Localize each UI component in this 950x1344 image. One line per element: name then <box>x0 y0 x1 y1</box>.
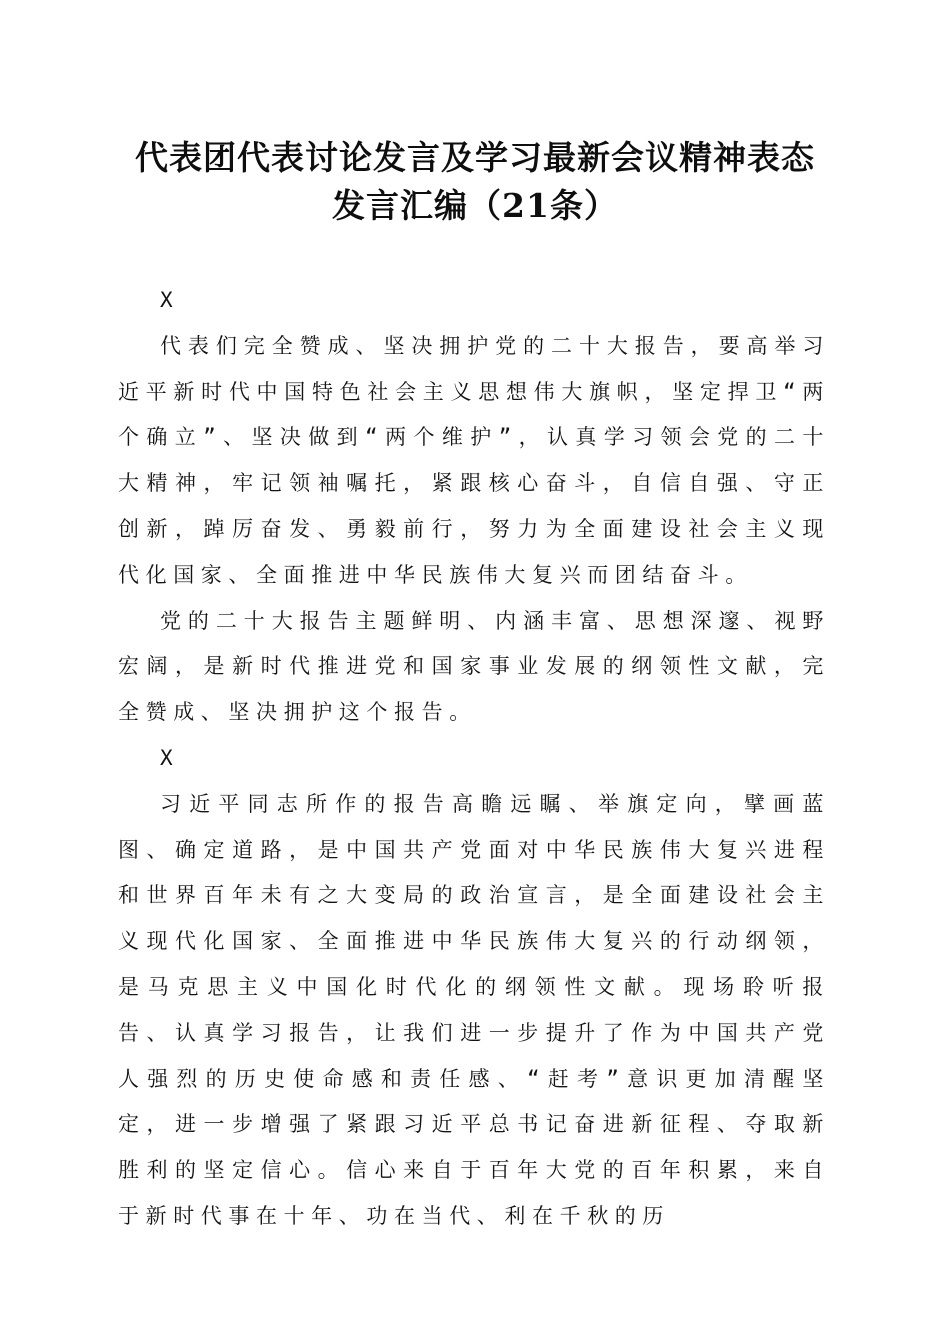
section-marker-2: X <box>160 745 173 770</box>
document-body <box>118 278 830 1240</box>
section-marker-1: X <box>160 288 173 312</box>
section-1-paragraph-2: 党的二十大报告主题鲜明、内涵丰富、思想深邃、视野宏阔，是新时代推进党和国家事业发展的纲领性文献，完全赞成、坚决拥护这个报告。 <box>118 608 830 725</box>
document-title <box>110 134 840 230</box>
section-1-paragraph-1: 代表们完全赞成、坚决拥护党的二十大报告，要高举习近平新时代中国特色社会主义思想伟大旗帜，坚定捍卫“两个确立”、坚决做到“两个维护”，认真学习领会党的二十大精神，牢记领袖嘱托，紧跟核心奋斗，自信自强、守正创新，踔厉奋发、勇毅前行，努力为全面建设社会主义现代化国家、全面推进中华民族伟大复兴而团结奋斗。 <box>118 333 830 587</box>
section-2-paragraph-1: 习近平同志所作的报告高瞻远瞩、举旗定向，擘画蓝图、确定道路，是中国共产党面对中华民族伟大复兴进程和世界百年未有之大变局的政治宣言，是全面建设社会主义现代化国家、全面推进中华民族伟大复兴的行动纲领，是马克思主义中国化时代化的纲领性文献。现场聆听报告、认真学习报告，让我们进一步提升了作为中国共产党人强烈的历史使命感和责任感、“赶考”意识更加清醒坚定，进一步增强了紧跟习近平总书记奋进新征程、夺取新胜利的坚定信心。信心来自于百年大党的百年积累，来自于新时代事在十年、功在当代、利在千秋的历 <box>118 791 830 1228</box>
title-line-1: 代表团代表讨论发言及学习最新会议精神表态 <box>135 138 815 177</box>
title-line-2: 发言汇编（21条） <box>332 186 618 225</box>
